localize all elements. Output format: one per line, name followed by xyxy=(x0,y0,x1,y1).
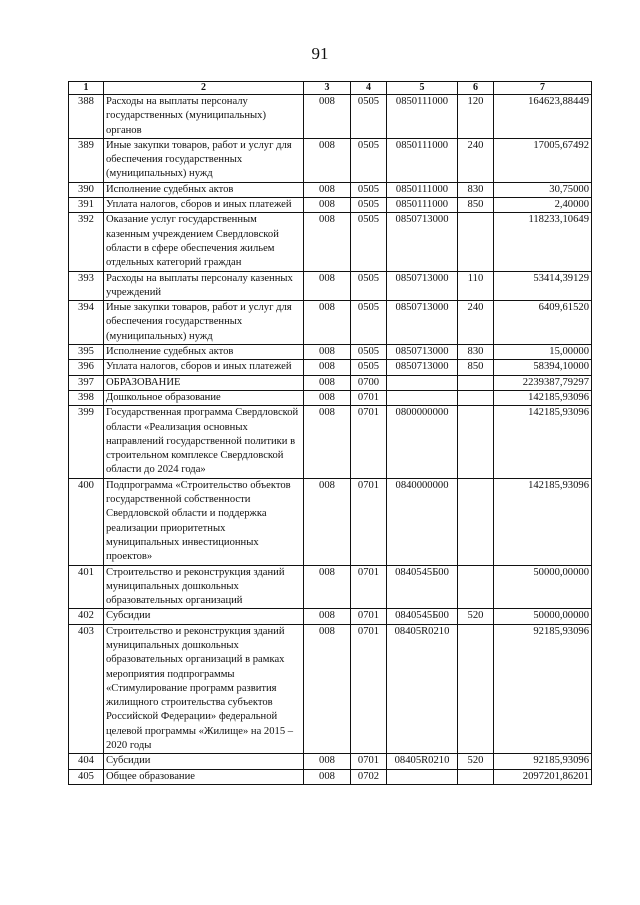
row-dept-code: 008 xyxy=(304,213,351,271)
row-dept-code: 008 xyxy=(304,565,351,609)
row-amount: 6409,61520 xyxy=(494,301,592,345)
row-amount: 30,75000 xyxy=(494,182,592,197)
row-number: 395 xyxy=(69,345,104,360)
row-name: Иные закупки товаров, работ и услуг для обеспечения государственных (муниципальных) нужд xyxy=(104,301,304,345)
row-dept-code: 008 xyxy=(304,182,351,197)
row-amount: 2097201,86201 xyxy=(494,769,592,784)
row-number: 405 xyxy=(69,769,104,784)
row-expense-type xyxy=(458,406,494,478)
row-section-code: 0505 xyxy=(351,301,387,345)
header-cell: 7 xyxy=(494,82,592,95)
header-row xyxy=(69,82,592,95)
row-section-code: 0505 xyxy=(351,182,387,197)
header-cell: 2 xyxy=(104,82,304,95)
row-expense-type xyxy=(458,478,494,565)
row-expense-type: 240 xyxy=(458,138,494,182)
row-section-code: 0505 xyxy=(351,198,387,213)
row-target-code: 08405R0210 xyxy=(387,624,458,754)
budget-table xyxy=(68,81,592,785)
table-row xyxy=(69,360,592,375)
row-section-code: 0505 xyxy=(351,360,387,375)
row-number: 390 xyxy=(69,182,104,197)
row-expense-type xyxy=(458,213,494,271)
table-row xyxy=(69,565,592,609)
row-dept-code: 008 xyxy=(304,360,351,375)
row-target-code: 0850713000 xyxy=(387,271,458,301)
row-amount: 2239387,79297 xyxy=(494,375,592,390)
row-name: Субсидии xyxy=(104,754,304,769)
row-name: Иные закупки товаров, работ и услуг для обеспечения государственных (муниципальных) нужд xyxy=(104,138,304,182)
table-row xyxy=(69,271,592,301)
row-name: Уплата налогов, сборов и иных платежей xyxy=(104,360,304,375)
row-section-code: 0505 xyxy=(351,271,387,301)
table-row xyxy=(69,213,592,271)
row-expense-type: 110 xyxy=(458,271,494,301)
row-amount: 142185,93096 xyxy=(494,406,592,478)
row-name: Исполнение судебных актов xyxy=(104,182,304,197)
row-amount: 118233,10649 xyxy=(494,213,592,271)
table-row xyxy=(69,624,592,754)
row-amount: 17005,67492 xyxy=(494,138,592,182)
row-amount: 142185,93096 xyxy=(494,478,592,565)
row-number: 398 xyxy=(69,390,104,405)
row-name: Общее образование xyxy=(104,769,304,784)
row-dept-code: 008 xyxy=(304,406,351,478)
table-row xyxy=(69,95,592,139)
row-name: Строительство и реконструкция зданий муниципальных дошкольных образовательных организаций в рамках мероприятия подпрограммы «Стимулирование программ развития жилищного строительства субъектов Российской Федерации» федеральной целевой программы «Жилище» на 2015 – 2020 годы xyxy=(104,624,304,754)
row-expense-type: 850 xyxy=(458,198,494,213)
row-expense-type: 830 xyxy=(458,182,494,197)
row-name: Государственная программа Свердловской области «Реализация основных направлений государственной политики в строительном комплексе Свердловской области до 2024 года» xyxy=(104,406,304,478)
table-row xyxy=(69,754,592,769)
table-body xyxy=(69,95,592,785)
table-row xyxy=(69,390,592,405)
row-target-code: 0850111000 xyxy=(387,95,458,139)
row-section-code: 0701 xyxy=(351,624,387,754)
row-dept-code: 008 xyxy=(304,375,351,390)
table-row xyxy=(69,769,592,784)
row-name: Оказание услуг государственным казенным учреждением Свердловской области в сфере обеспечения жильем отдельных категорий граждан xyxy=(104,213,304,271)
page-number: 91 xyxy=(311,44,329,63)
header-cell: 6 xyxy=(458,82,494,95)
row-target-code xyxy=(387,390,458,405)
row-target-code: 0850111000 xyxy=(387,198,458,213)
table-row xyxy=(69,301,592,345)
row-dept-code: 008 xyxy=(304,198,351,213)
row-number: 391 xyxy=(69,198,104,213)
row-number: 389 xyxy=(69,138,104,182)
row-dept-code: 008 xyxy=(304,345,351,360)
row-number: 402 xyxy=(69,609,104,624)
row-number: 403 xyxy=(69,624,104,754)
table-row xyxy=(69,182,592,197)
row-section-code: 0701 xyxy=(351,609,387,624)
row-name: ОБРАЗОВАНИЕ xyxy=(104,375,304,390)
row-name: Уплата налогов, сборов и иных платежей xyxy=(104,198,304,213)
row-amount: 142185,93096 xyxy=(494,390,592,405)
row-expense-type xyxy=(458,565,494,609)
row-dept-code: 008 xyxy=(304,478,351,565)
row-target-code: 0840000000 xyxy=(387,478,458,565)
row-expense-type xyxy=(458,624,494,754)
row-amount: 50000,00000 xyxy=(494,609,592,624)
row-expense-type: 520 xyxy=(458,754,494,769)
row-number: 396 xyxy=(69,360,104,375)
row-amount: 92185,93096 xyxy=(494,754,592,769)
row-dept-code: 008 xyxy=(304,138,351,182)
row-amount: 2,40000 xyxy=(494,198,592,213)
row-expense-type: 120 xyxy=(458,95,494,139)
row-amount: 164623,88449 xyxy=(494,95,592,139)
table-row xyxy=(69,138,592,182)
row-name: Строительство и реконструкция зданий муниципальных дошкольных образовательных организаций xyxy=(104,565,304,609)
row-number: 393 xyxy=(69,271,104,301)
header-cell: 3 xyxy=(304,82,351,95)
row-target-code xyxy=(387,769,458,784)
row-number: 401 xyxy=(69,565,104,609)
row-section-code: 0701 xyxy=(351,406,387,478)
row-section-code: 0505 xyxy=(351,95,387,139)
row-amount: 50000,00000 xyxy=(494,565,592,609)
row-section-code: 0505 xyxy=(351,138,387,182)
row-target-code: 0850111000 xyxy=(387,138,458,182)
table-row xyxy=(69,478,592,565)
row-amount: 15,00000 xyxy=(494,345,592,360)
row-expense-type xyxy=(458,390,494,405)
row-dept-code: 008 xyxy=(304,390,351,405)
table-row xyxy=(69,375,592,390)
row-name: Субсидии xyxy=(104,609,304,624)
row-section-code: 0505 xyxy=(351,213,387,271)
row-section-code: 0701 xyxy=(351,478,387,565)
row-section-code: 0700 xyxy=(351,375,387,390)
row-section-code: 0505 xyxy=(351,345,387,360)
row-dept-code: 008 xyxy=(304,754,351,769)
table-row xyxy=(69,198,592,213)
row-amount: 58394,10000 xyxy=(494,360,592,375)
row-target-code: 0840545Б00 xyxy=(387,565,458,609)
row-dept-code: 008 xyxy=(304,624,351,754)
row-expense-type: 240 xyxy=(458,301,494,345)
row-section-code: 0702 xyxy=(351,769,387,784)
row-section-code: 0701 xyxy=(351,754,387,769)
row-number: 404 xyxy=(69,754,104,769)
row-target-code: 08405R0210 xyxy=(387,754,458,769)
header-cell: 5 xyxy=(387,82,458,95)
row-dept-code: 008 xyxy=(304,301,351,345)
row-section-code: 0701 xyxy=(351,390,387,405)
row-target-code xyxy=(387,375,458,390)
row-dept-code: 008 xyxy=(304,95,351,139)
row-expense-type xyxy=(458,769,494,784)
row-dept-code: 008 xyxy=(304,609,351,624)
row-amount: 53414,39129 xyxy=(494,271,592,301)
row-target-code: 0850713000 xyxy=(387,213,458,271)
row-target-code: 0800000000 xyxy=(387,406,458,478)
row-dept-code: 008 xyxy=(304,769,351,784)
row-name: Подпрограмма «Строительство объектов государственной собственности Свердловской области и поддержка реализации приоритетных муниципальных инвестиционных проектов» xyxy=(104,478,304,565)
row-expense-type: 520 xyxy=(458,609,494,624)
row-target-code: 0850713000 xyxy=(387,301,458,345)
row-section-code: 0701 xyxy=(351,565,387,609)
row-dept-code: 008 xyxy=(304,271,351,301)
table-row xyxy=(69,345,592,360)
header-cell: 4 xyxy=(351,82,387,95)
row-number: 392 xyxy=(69,213,104,271)
row-target-code: 0850713000 xyxy=(387,360,458,375)
row-expense-type: 850 xyxy=(458,360,494,375)
row-number: 397 xyxy=(69,375,104,390)
row-name: Расходы на выплаты персоналу казенных учреждений xyxy=(104,271,304,301)
row-number: 388 xyxy=(69,95,104,139)
row-name: Дошкольное образование xyxy=(104,390,304,405)
table-row xyxy=(69,609,592,624)
row-target-code: 0840545Б00 xyxy=(387,609,458,624)
row-number: 399 xyxy=(69,406,104,478)
row-number: 394 xyxy=(69,301,104,345)
row-name: Исполнение судебных актов xyxy=(104,345,304,360)
row-number: 400 xyxy=(69,478,104,565)
table-row xyxy=(69,406,592,478)
row-target-code: 0850111000 xyxy=(387,182,458,197)
header-cell: 1 xyxy=(69,82,104,95)
row-target-code: 0850713000 xyxy=(387,345,458,360)
row-name: Расходы на выплаты персоналу государственных (муниципальных) органов xyxy=(104,95,304,139)
row-expense-type xyxy=(458,375,494,390)
row-expense-type: 830 xyxy=(458,345,494,360)
row-amount: 92185,93096 xyxy=(494,624,592,754)
